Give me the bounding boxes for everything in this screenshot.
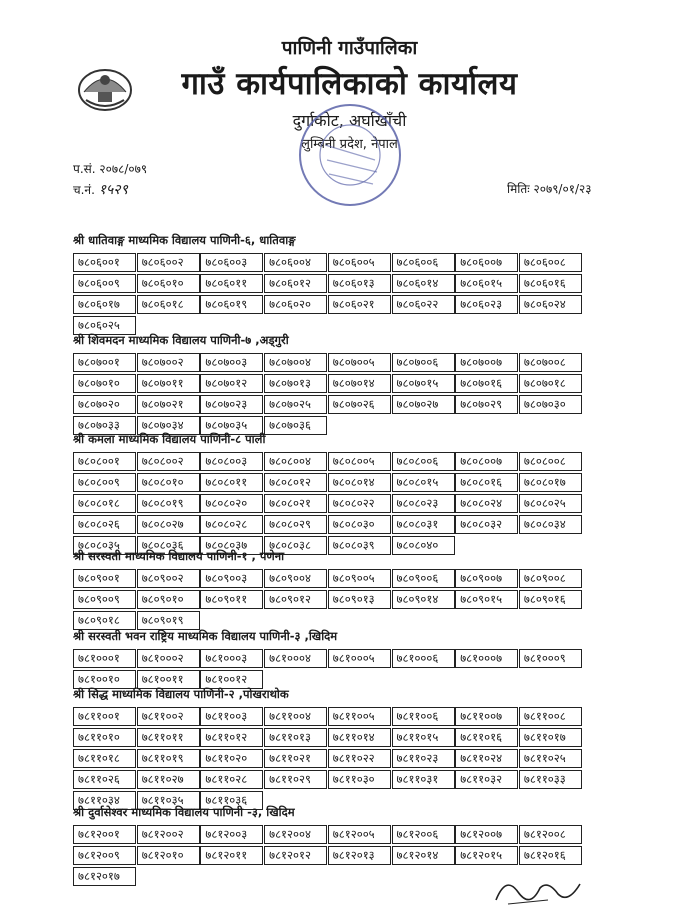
symbol-number-cell: ७८०९०११ [200,590,263,609]
symbol-number-cell: ७८०८०१९ [137,494,200,513]
symbol-number-cell: ७८०९००२ [137,569,200,588]
symbol-number-cell: ७८०६००२ [137,253,200,272]
symbol-number-cell: ७८०९०१५ [455,590,518,609]
symbol-number-cell: ७८०६००५ [328,253,391,272]
symbol-number-cell: ७८०७००१ [73,353,136,372]
symbol-number-cell: ७८०८०३४ [519,515,582,534]
school-title: श्री धातिवाङ्ग माध्यमिक विद्यालय पाणिनी-६, धातिवाङ्ग [73,233,296,247]
symbol-number-cell: ७८१२०१७ [73,867,136,886]
symbol-number-cell: ७८०६००९ [73,274,136,293]
symbol-number-cell: ७८०८०३९ [328,536,391,555]
symbol-number-cell: ७८०८०३१ [392,515,455,534]
symbol-number-cell: ७८०६०१४ [392,274,455,293]
symbol-number-cell: ७८०६०१८ [137,295,200,314]
symbol-number-cell: ७८०६००१ [73,253,136,272]
symbol-number-cell: ७८०७०२१ [137,395,200,414]
symbol-number-cell: ७८०९००८ [519,569,582,588]
symbol-number-cell: ७८१२०१५ [455,846,518,865]
symbol-number-cell: ७८०६००६ [392,253,455,272]
symbol-number-cell: ७८०८०३७ [200,536,263,555]
symbol-number-cell: ७८११०१६ [455,728,518,747]
school-title: श्री सरस्वती भवन राष्ट्रिय माध्यमिक विद्यालय पाणिनी-३ ,खिदिम [73,629,338,643]
symbol-number-cell: ७८१२००५ [328,825,391,844]
signature-icon [488,870,608,910]
school-title: श्री कमला माध्यमिक विद्यालय पाणिनी-८ पाली [73,432,266,446]
symbol-number-cell: ७८०६०१६ [519,274,582,293]
symbol-number-cell: ७८११००७ [455,707,518,726]
symbol-number-cell: ७८११००२ [137,707,200,726]
symbol-number-cell: ७८०९००५ [328,569,391,588]
symbol-number-cell: ७८११०३२ [455,770,518,789]
symbol-number-cell: ७८१०००७ [455,649,518,668]
symbol-number-cell: ७८०६०२० [264,295,327,314]
symbol-number-cell: ७८०८०१२ [264,473,327,492]
symbol-number-cell: ७८१०००५ [328,649,391,668]
symbol-number-cell: ७८११०३४ [73,791,136,810]
symbol-number-cell: ७८१०००१ [73,649,136,668]
symbol-number-cell: ७८०७०१२ [200,374,263,393]
symbol-number-cell: ७८११००६ [392,707,455,726]
symbol-number-cell: ७८०८०३० [328,515,391,534]
symbol-number-cell: ७८११०३६ [200,791,263,810]
symbol-number-cell: ७८११००८ [519,707,582,726]
symbol-number-cell: ७८१२०१३ [328,846,391,865]
symbol-number-cell: ७८०७०३० [519,395,582,414]
symbol-number-cell: ७८११०१८ [73,749,136,768]
symbol-number-cell: ७८०९००३ [200,569,263,588]
symbol-number-cell: ७८११०१३ [264,728,327,747]
symbol-number-cell: ७८०८०३८ [264,536,327,555]
school-title: श्री शिवमदन माध्यमिक विद्यालय पाणिनी-७ ,अड्गुरी [73,333,289,347]
symbol-number-cell: ७८०७०३४ [137,416,200,435]
symbol-number-cell: ७८१२०११ [200,846,263,865]
symbol-number-cell: ७८११००५ [328,707,391,726]
symbol-number-cell: ७८१००१२ [200,670,263,689]
symbol-number-cell: ७८१२००४ [264,825,327,844]
symbol-number-cell: ७८१२००३ [200,825,263,844]
symbol-number-cell: ७८०८०२६ [73,515,136,534]
symbol-number-cell: ७८११०१४ [328,728,391,747]
symbol-number-cell: ७८०९००९ [73,590,136,609]
symbol-number-cell: ७८१०००३ [200,649,263,668]
symbol-number-cell: ७८०८०२४ [455,494,518,513]
symbol-number-cell: ७८१०००६ [392,649,455,668]
symbol-number-cell: ७८०७०२९ [455,395,518,414]
symbol-number-cell: ७८११०२८ [200,770,263,789]
symbol-number-cell: ७८११०२३ [392,749,455,768]
symbol-number-cell: ७८०८०११ [200,473,263,492]
symbol-number-cell: ७८१०००२ [137,649,200,668]
symbol-number-cell: ७८०८००२ [137,452,200,471]
symbol-number-cell: ७८१२००७ [455,825,518,844]
symbol-number-cell: ७८०६०१९ [200,295,263,314]
symbol-number-cell: ७८०७००३ [200,353,263,372]
symbol-number-cell: ७८११०३३ [519,770,582,789]
symbol-number-cell: ७८१२०१० [137,846,200,865]
dispatch-number [73,180,128,199]
symbol-number-cell: ७८११०१५ [392,728,455,747]
symbol-number-cell: ७८११०२९ [264,770,327,789]
symbol-number-cell: ७८०८०२१ [264,494,327,513]
symbol-number-cell: ७८०७०१४ [328,374,391,393]
symbol-number-cell: ७८११०२१ [264,749,327,768]
symbol-number-cell: ७८०९०१४ [392,590,455,609]
symbol-number-cell: ७८०६०२५ [73,316,136,335]
symbol-number-cell: ७८११०२६ [73,770,136,789]
symbol-number-cell: ७८१२००१ [73,825,136,844]
symbol-number-cell: ७८११०३० [328,770,391,789]
symbol-number-cell: ७८०७००५ [328,353,391,372]
symbol-number-cell: ७८०७०३५ [200,416,263,435]
symbol-number-cell: ७८०७००६ [392,353,455,372]
symbol-number-cell: ७८०९०१० [137,590,200,609]
symbol-number-cell: ७८०९०१२ [264,590,327,609]
symbol-number-cell: ७८११०२५ [519,749,582,768]
symbol-number-cell: ७८११०३१ [392,770,455,789]
symbol-number-cell: ७८०९०१८ [73,611,136,630]
symbol-number-cell: ७८१२०१६ [519,846,582,865]
office-address: दुर्गाकोट, अर्घाखाँची [292,111,407,130]
symbol-number-cell: ७८०८०३५ [73,536,136,555]
symbol-number-cell: ७८०६०११ [200,274,263,293]
symbol-number-cell: ७८११०२० [200,749,263,768]
symbol-number-cell: ७८०८००७ [455,452,518,471]
symbol-number-cell: ७८०७००४ [264,353,327,372]
symbol-number-cell: ७८११००१ [73,707,136,726]
symbol-number-cell: ७८०८०२२ [328,494,391,513]
symbol-number-cell: ७८०७०१३ [264,374,327,393]
symbol-number-cell: ७८०८००१ [73,452,136,471]
dispatch-number-label: च.नं. [73,183,95,197]
symbol-number-cell: ७८०६०२१ [328,295,391,314]
symbol-number-cell: ७८०७०२३ [200,395,263,414]
symbol-number-cell: ७८०७०३६ [264,416,327,435]
symbol-number-cell: ७८०६०१५ [455,274,518,293]
symbol-number-cell: ७८०८०२७ [137,515,200,534]
symbol-number-cell: ७८०९००१ [73,569,136,588]
symbol-number-cell: ७८०६००३ [200,253,263,272]
school-title: श्री दुर्वासेश्वर माध्यमिक विद्यालय पाणिनी -३, खिदिम [73,805,295,819]
symbol-number-cell: ७८०६०१३ [328,274,391,293]
symbol-number-cell: ७८१२००८ [519,825,582,844]
symbol-number-cell: ७८१२००६ [392,825,455,844]
symbol-number-cell: ७८०६०१० [137,274,200,293]
school-title: श्री सरस्वती माध्यमिक विद्यालय पाणिनी-१ , पणेना [73,549,285,563]
symbol-number-cell: ७८११०१७ [519,728,582,747]
symbol-number-cell: ७८११००४ [264,707,327,726]
symbol-number-cell: ७८०८००९ [73,473,136,492]
symbol-number-cell: ७८०७०२७ [392,395,455,414]
symbol-number-cell: ७८११०२२ [328,749,391,768]
symbol-number-cell: ७८०७०१० [73,374,136,393]
symbol-number-cell: ७८०८००४ [264,452,327,471]
office-province: लुम्बिनी प्रदेश, नेपाल [301,137,398,152]
symbol-number-cell: ७८०८०१६ [455,473,518,492]
symbol-number-cell: ७८११०२७ [137,770,200,789]
municipality-name: पाणिनी गाउँपालिका [281,37,418,59]
symbol-number-cell: ७८१२०१४ [392,846,455,865]
symbol-number-cell: ७८०७०१८ [519,374,582,393]
dispatch-number-value: १५२९ [98,182,128,198]
symbol-number-cell: ७८०८०२९ [264,515,327,534]
symbol-number-cell: ७८१०००९ [519,649,582,668]
symbol-number-cell: ७८०६०२४ [519,295,582,314]
symbol-number-cell: ७८१२००२ [137,825,200,844]
symbol-number-cell: ७८०७०३३ [73,416,136,435]
symbol-number-cell: ७८११०३५ [137,791,200,810]
symbol-number-cell: ७८१२०१२ [264,846,327,865]
symbol-number-cell: ७८०८०२३ [392,494,455,513]
symbol-number-cell: ७८०८०३२ [455,515,518,534]
symbol-number-cell: ७८१२००९ [73,846,136,865]
symbol-number-cell: ७८०७०१५ [392,374,455,393]
symbol-number-cell: ७८०८०२५ [519,494,582,513]
symbol-number-cell: ७८०८००६ [392,452,455,471]
symbol-number-cell: ७८०६०२२ [392,295,455,314]
symbol-number-cell: ७८०८०२८ [200,515,263,534]
symbol-number-cell: ७८०९००४ [264,569,327,588]
symbol-number-cell: ७८११०१९ [137,749,200,768]
symbol-number-cell: ७८११०१२ [200,728,263,747]
symbol-number-cell: ७८०९०१३ [328,590,391,609]
symbol-number-cell: ७८०७०२६ [328,395,391,414]
symbol-number-cell: ७८०६०२३ [455,295,518,314]
symbol-number-cell: ७८०६००४ [264,253,327,272]
symbol-number-cell: ७८१००११ [137,670,200,689]
symbol-number-cell: ७८११०१० [73,728,136,747]
letter-date: मितिः २०७९/०१/२३ [507,182,592,196]
symbol-number-cell: ७८०९००६ [392,569,455,588]
symbol-number-cell: ७८०९०१६ [519,590,582,609]
symbol-number-cell: ७८११०२४ [455,749,518,768]
symbol-number-cell: ७८०७०२५ [264,395,327,414]
symbol-number-cell: ७८०८०१० [137,473,200,492]
symbol-number-cell: ७८०६००७ [455,253,518,272]
symbol-number-cell: ७८११०११ [137,728,200,747]
symbol-number-cell: ७८११००३ [200,707,263,726]
symbol-number-cell: ७८०८०४० [392,536,455,555]
symbol-number-cell: ७८०६००८ [519,253,582,272]
symbol-number-cell: ७८०८०१५ [392,473,455,492]
symbol-number-cell: ७८०८०१७ [519,473,582,492]
symbol-number-cell: ७८१००१० [73,670,136,689]
symbol-number-cell: ७८०७००२ [137,353,200,372]
symbol-number-cell: ७८०८०१४ [328,473,391,492]
symbol-number-cell: ७८०६०१२ [264,274,327,293]
symbol-number-cell: ७८०९०१९ [137,611,200,630]
symbol-number-cell: ७८०९००७ [455,569,518,588]
symbol-number-cell: ७८०७०१६ [455,374,518,393]
symbol-number-cell: ७८०७०११ [137,374,200,393]
office-title: गाउँ कार्यपालिकाको कार्यालय [181,66,518,102]
symbol-number-cell: ७८०८०३६ [137,536,200,555]
symbol-number-cell: ७८०७००७ [455,353,518,372]
symbol-number-cell: ७८०७००८ [519,353,582,372]
symbol-number-cell: ७८०८००८ [519,452,582,471]
symbol-number-cell: ७८०६०१७ [73,295,136,314]
symbol-number-cell: ७८०८००५ [328,452,391,471]
symbol-number-cell: ७८०८०२० [200,494,263,513]
reference-number: प.सं. २०७८/०७९ [73,162,148,176]
symbol-number-cell: ७८०८०१८ [73,494,136,513]
symbol-number-cell: ७८०७०२० [73,395,136,414]
symbol-number-cell: ७८०८००३ [200,452,263,471]
school-title: श्री सिद्ध माध्यमिक विद्यालय पाणिनी-२ ,पोखराथोक [73,687,289,701]
office-stamp-icon [295,100,405,210]
symbol-number-cell: ७८१०००४ [264,649,327,668]
